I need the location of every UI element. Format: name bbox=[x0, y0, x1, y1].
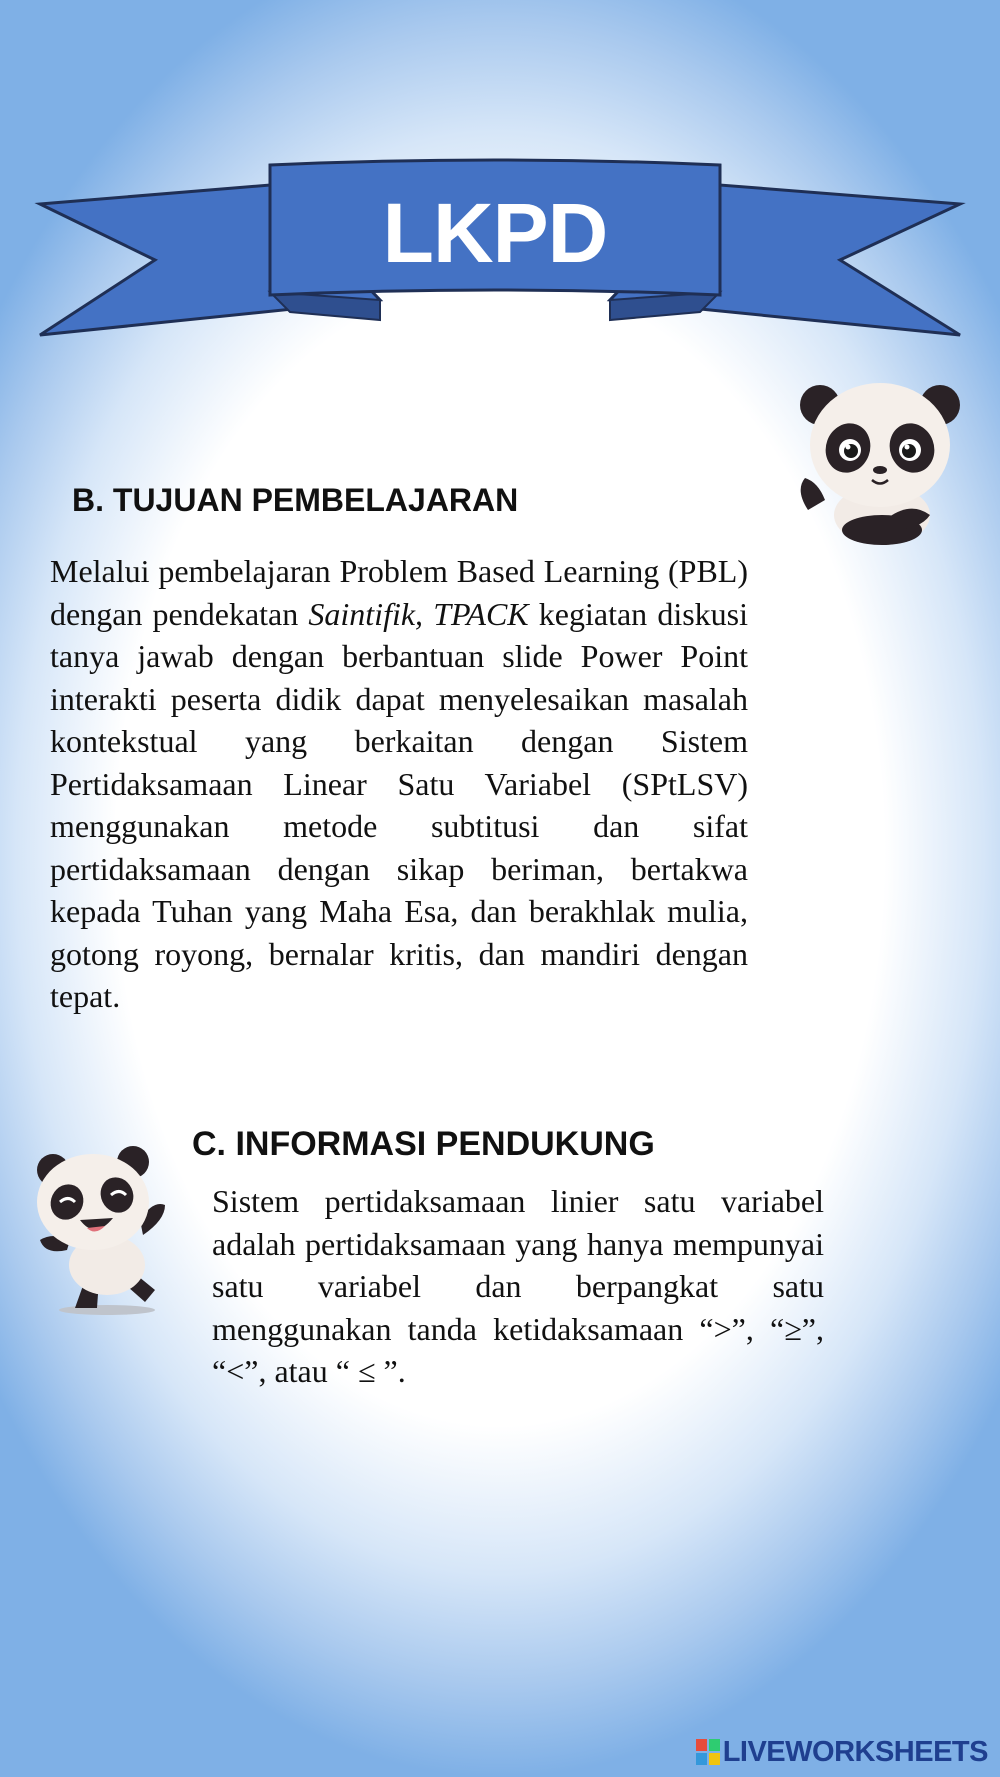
liveworksheets-logo-icon bbox=[696, 1739, 720, 1765]
section-b-text-2: kegiatan diskusi tanya jawab dengan berbantuan slide Power Point interakti peserta didik dapat menyelesaikan masalah kontekstual yang berkaitan dengan Sistem Pertidaksamaan Linear Satu Variabel (SPtLSV) menggunakan metode subtitusi dan sifat pertidaksamaan dengan sikap beriman, bertakwa kepada Tuhan yang Maha Esa, dan berakhlak mulia, gotong royong, bernalar kritis, dan mandiri dengan tepat. bbox=[50, 595, 748, 1014]
panda-waving-icon bbox=[790, 370, 970, 550]
section-b-italic: Saintifik, TPACK bbox=[308, 595, 529, 632]
section-c-title: C. INFORMASI PENDUKUNG bbox=[192, 1125, 655, 1163]
section-c-paragraph: Sistem pertidaksamaan linier satu variabel adalah pertidaksamaan yang hanya mempunyai satu variabel dan berpangkat satu menggunakan tanda ketidaksamaan “>”, “≥”, “<”, atau “ ≤ ”. bbox=[212, 1183, 824, 1389]
section-b-paragraph bbox=[50, 550, 748, 1018]
panda-dancing-icon bbox=[25, 1140, 175, 1320]
section-b-text-1: Melalui pembelajaran Problem Based Learning (PBL) dengan pendekatan bbox=[50, 553, 748, 632]
watermark-text: LIVEWORKSHEETS bbox=[722, 1735, 988, 1768]
banner-title: LKPD bbox=[382, 186, 608, 280]
section-b-title: B. TUJUAN PEMBELAJARAN bbox=[72, 482, 519, 518]
liveworksheets-watermark bbox=[696, 1735, 988, 1769]
